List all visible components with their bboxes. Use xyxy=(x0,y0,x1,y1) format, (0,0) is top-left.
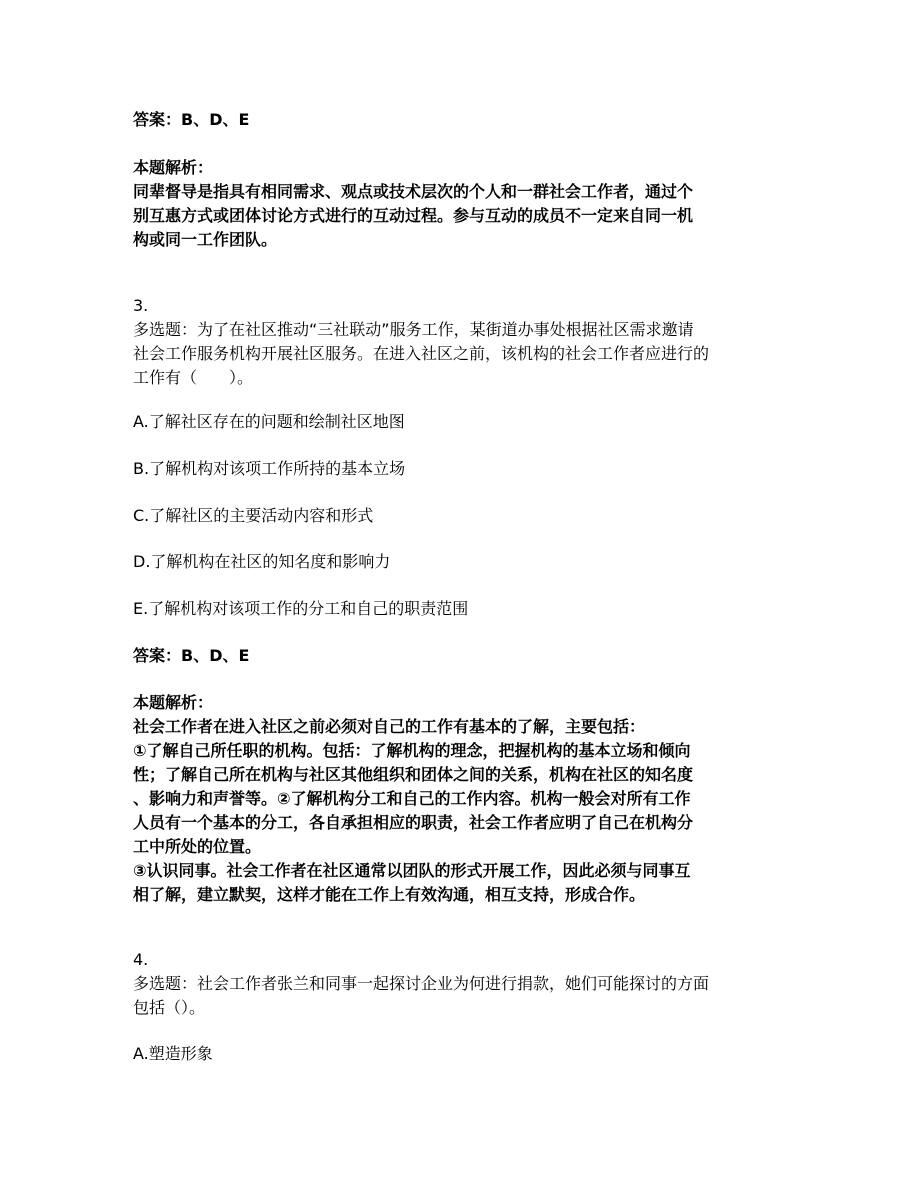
q3-analysis-line: 人员有一个基本的分工，各自承担相应的职责，社会工作者应明了自己在机构分 xyxy=(133,813,694,832)
q2-analysis-line: 构或同一工作团队。 xyxy=(133,230,278,249)
q3-number: 3. xyxy=(133,296,149,315)
q2-analysis-title: 本题解析： xyxy=(133,158,214,177)
q3-question-line: 工作有（ ）。 xyxy=(133,368,254,387)
q4-question-line: 包括（）。 xyxy=(133,998,206,1017)
q3-analysis-line: 工中所处的位置。 xyxy=(133,837,262,856)
q3-option-d: D.了解机构在社区的知名度和影响力 xyxy=(133,552,391,571)
q2-analysis-line: 同辈督导是指具有相同需求、观点或技术层次的个人和一群社会工作者，通过个 xyxy=(133,182,694,201)
q3-question-line: 多选题：为了在社区推动“三社联动”服务工作，某街道办事处根据社区需求邀请 xyxy=(133,320,694,339)
q3-analysis-line: ①了解自己所任职的机构。包括：了解机构的理念，把握机构的基本立场和倾向 xyxy=(133,741,691,760)
q3-option-e: E.了解机构对该项工作的分工和自己的职责范围 xyxy=(133,599,469,618)
q3-option-b: B.了解机构对该项工作所持的基本立场 xyxy=(133,459,406,478)
q3-analysis-line: 性；了解自己所在机构与社区其他组织和团体之间的关系，机构在社区的知名度 xyxy=(133,765,694,784)
q3-analysis-title: 本题解析： xyxy=(133,693,214,712)
q3-analysis-line: ③认识同事。社会工作者在社区通常以团队的形式开展工作，因此必须与同事互 xyxy=(133,861,691,880)
q3-question-line: 社会工作服务机构开展社区服务。在进入社区之前，该机构的社会工作者应进行的 xyxy=(133,344,710,363)
q4-number: 4. xyxy=(133,950,149,969)
q2-analysis-line: 别互惠方式或团体讨论方式进行的互动过程。参与互动的成员不一定来自同一机 xyxy=(133,206,694,225)
q3-answer: 答案：B、D、E xyxy=(133,646,250,665)
q2-answer: 答案：B、D、E xyxy=(133,110,250,129)
q3-option-a: A.了解社区存在的问题和绘制社区地图 xyxy=(133,412,405,431)
q4-option-a: A.塑造形象 xyxy=(133,1044,213,1063)
q4-question-line: 多选题：社会工作者张兰和同事一起探讨企业为何进行捐款，她们可能探讨的方面 xyxy=(133,974,710,993)
q3-analysis-line: 社会工作者在进入社区之前必须对自己的工作有基本的了解，主要包括： xyxy=(133,717,646,736)
q3-analysis-line: 相了解，建立默契，这样才能在工作上有效沟通，相互支持，形成合作。 xyxy=(133,885,646,904)
q3-analysis-line: 、影响力和声誉等。②了解机构分工和自己的工作内容。机构一般会对所有工作 xyxy=(133,789,691,808)
q3-option-c: C.了解社区的主要活动内容和形式 xyxy=(133,506,374,525)
